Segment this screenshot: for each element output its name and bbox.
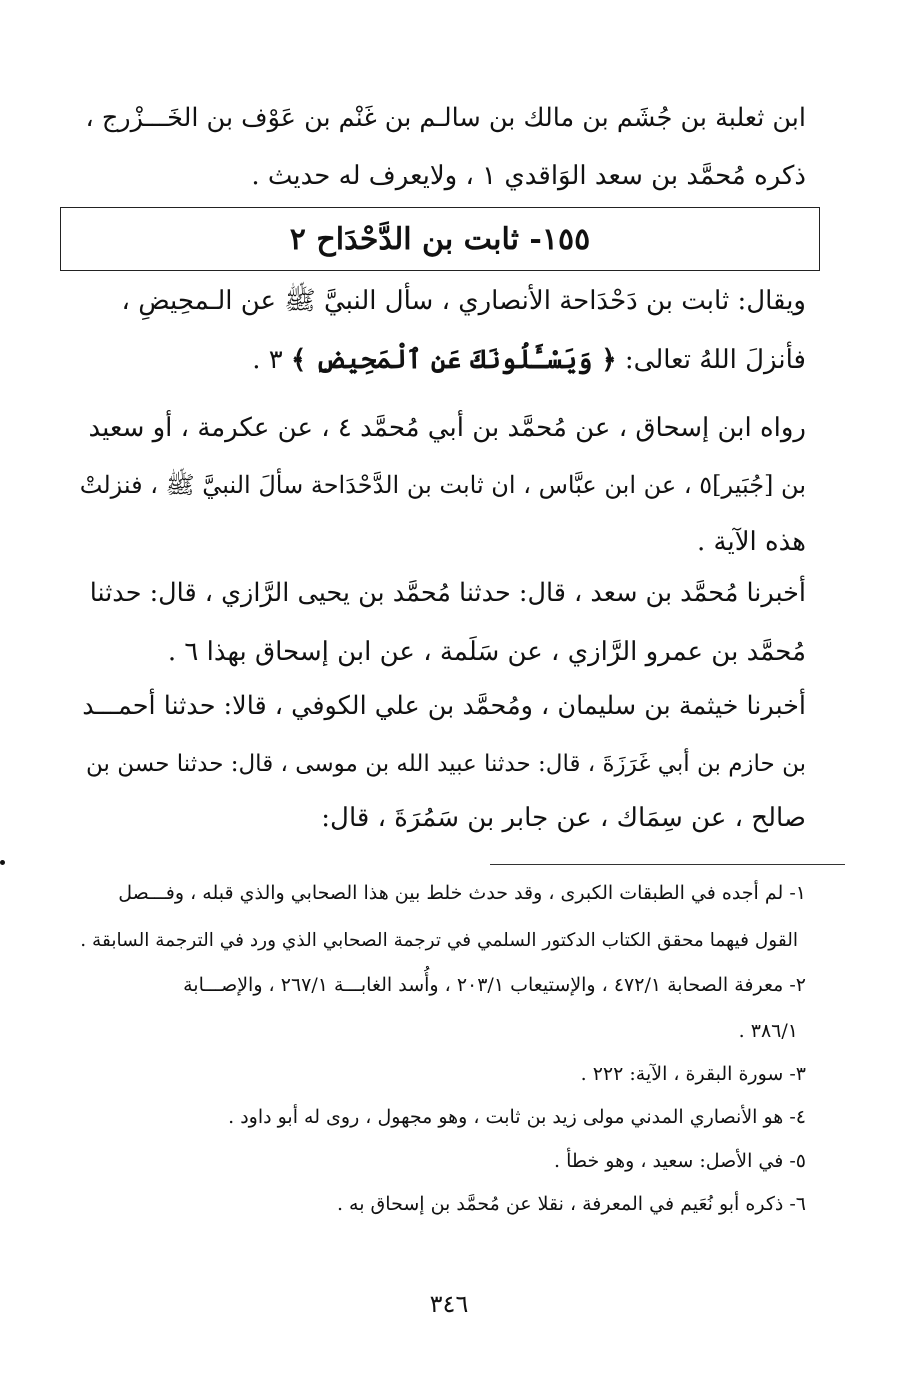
text-line-3: ويقال: ثابت بن دَحْدَاحة الأنصاري ، سأل النبيَّ ﷺ عن الـمحِيضِ ، bbox=[121, 286, 806, 316]
footnote-5: ٥- في الأصل: سعيد ، وهو خطأ . bbox=[554, 1150, 806, 1172]
footnote-1-line-2: القول فيهما محقق الكتاب الدكتور السلمي في ترجمة الصحابي الذي ورد في الترجمة السابقة . bbox=[80, 930, 798, 951]
text-line-11: بن حازم بن أبي غَرَزَةَ ، قال: حدثنا عبيد الله بن موسى ، قال: حدثنا حسن بن bbox=[86, 751, 806, 777]
footnote-2-line-2: ٣٨٦/١ . bbox=[738, 1020, 798, 1042]
footnote-2-line-1: ٢- معرفة الصحابة ٤٧٢/١ ، والإستيعاب ٢٠٣/١ ، وأُسد الغابـــة ٢٦٧/١ ، والإصـــابة bbox=[183, 974, 806, 996]
text-line-1: ابن ثعلبة بن جُشَم بن مالك بن سالـم بن غَنْم بن عَوْف بن الخَـــزْرج ، bbox=[85, 103, 806, 133]
page-number: ٣٤٦ bbox=[429, 1290, 469, 1318]
text-line-9: مُحمَّد بن عمرو الرَّازي ، عن سَلَمة ، عن ابن إسحاق بهذا ٦ . bbox=[167, 637, 806, 667]
text-line-2: ذكره مُحمَّد بن سعد الوَاقدي ١ ، ولايعرف له حديث . bbox=[251, 161, 806, 191]
footnote-4: ٤- هو الأنصاري المدني مولى زيد بن ثابت ، وهو مجهول ، روى له أبو داود . bbox=[228, 1106, 806, 1128]
text-line-4 bbox=[252, 342, 806, 378]
quran-verse: ﴿ وَيَسْـَٔلُونَكَ عَنِ ٱلْمَحِيضِ ﴾ bbox=[290, 345, 617, 375]
footnote-divider bbox=[490, 864, 845, 865]
text-line-5: رواه ابن إسحاق ، عن مُحمَّد بن أبي مُحمَّد ٤ ، عن عكرمة ، أو سعيد bbox=[88, 413, 806, 443]
section-title-box bbox=[60, 207, 820, 271]
footnote-1-line-1: ١- لم أجده في الطبقات الكبرى ، وقد حدث خلط بين هذا الصحابي والذي قبله ، وفـــصل bbox=[118, 882, 806, 904]
section-title: ١٥٥- ثابت بن الدَّحْدَاح ٢ bbox=[289, 221, 591, 257]
text-line-6: بن [جُبَير]٥ ، عن ابن عبَّاس ، ان ثابت بن الدَّحْدَاحة سألَ النبيَّ ﷺ ، فنزلتْ bbox=[79, 471, 806, 499]
text-line-12: صالح ، عن سِمَاك ، عن جابر بن سَمُرَةَ ، قال: bbox=[321, 803, 806, 833]
footnote-3: ٣- سورة البقرة ، الآية: ٢٢٢ . bbox=[580, 1063, 806, 1085]
text-line-8: أخبرنا مُحمَّد بن سعد ، قال: حدثنا مُحمَّد بن يحيى الرَّازي ، قال: حدثنا bbox=[89, 578, 806, 608]
text-line-4-prefix: فأنزلَ اللهُ تعالى: bbox=[624, 345, 806, 375]
text-line-7: هذه الآية . bbox=[696, 527, 806, 557]
footnote-ref-3: ٣ . bbox=[252, 345, 283, 375]
margin-dot bbox=[0, 860, 5, 865]
text-line-10: أخبرنا خيثمة بن سليمان ، ومُحمَّد بن علي الكوفي ، قالا: حدثنا أحمـــد bbox=[82, 691, 806, 721]
footnote-6: ٦- ذكره أبو نُعَيم في المعرفة ، نقلا عن مُحمَّد بن إسحاق به . bbox=[336, 1193, 806, 1215]
